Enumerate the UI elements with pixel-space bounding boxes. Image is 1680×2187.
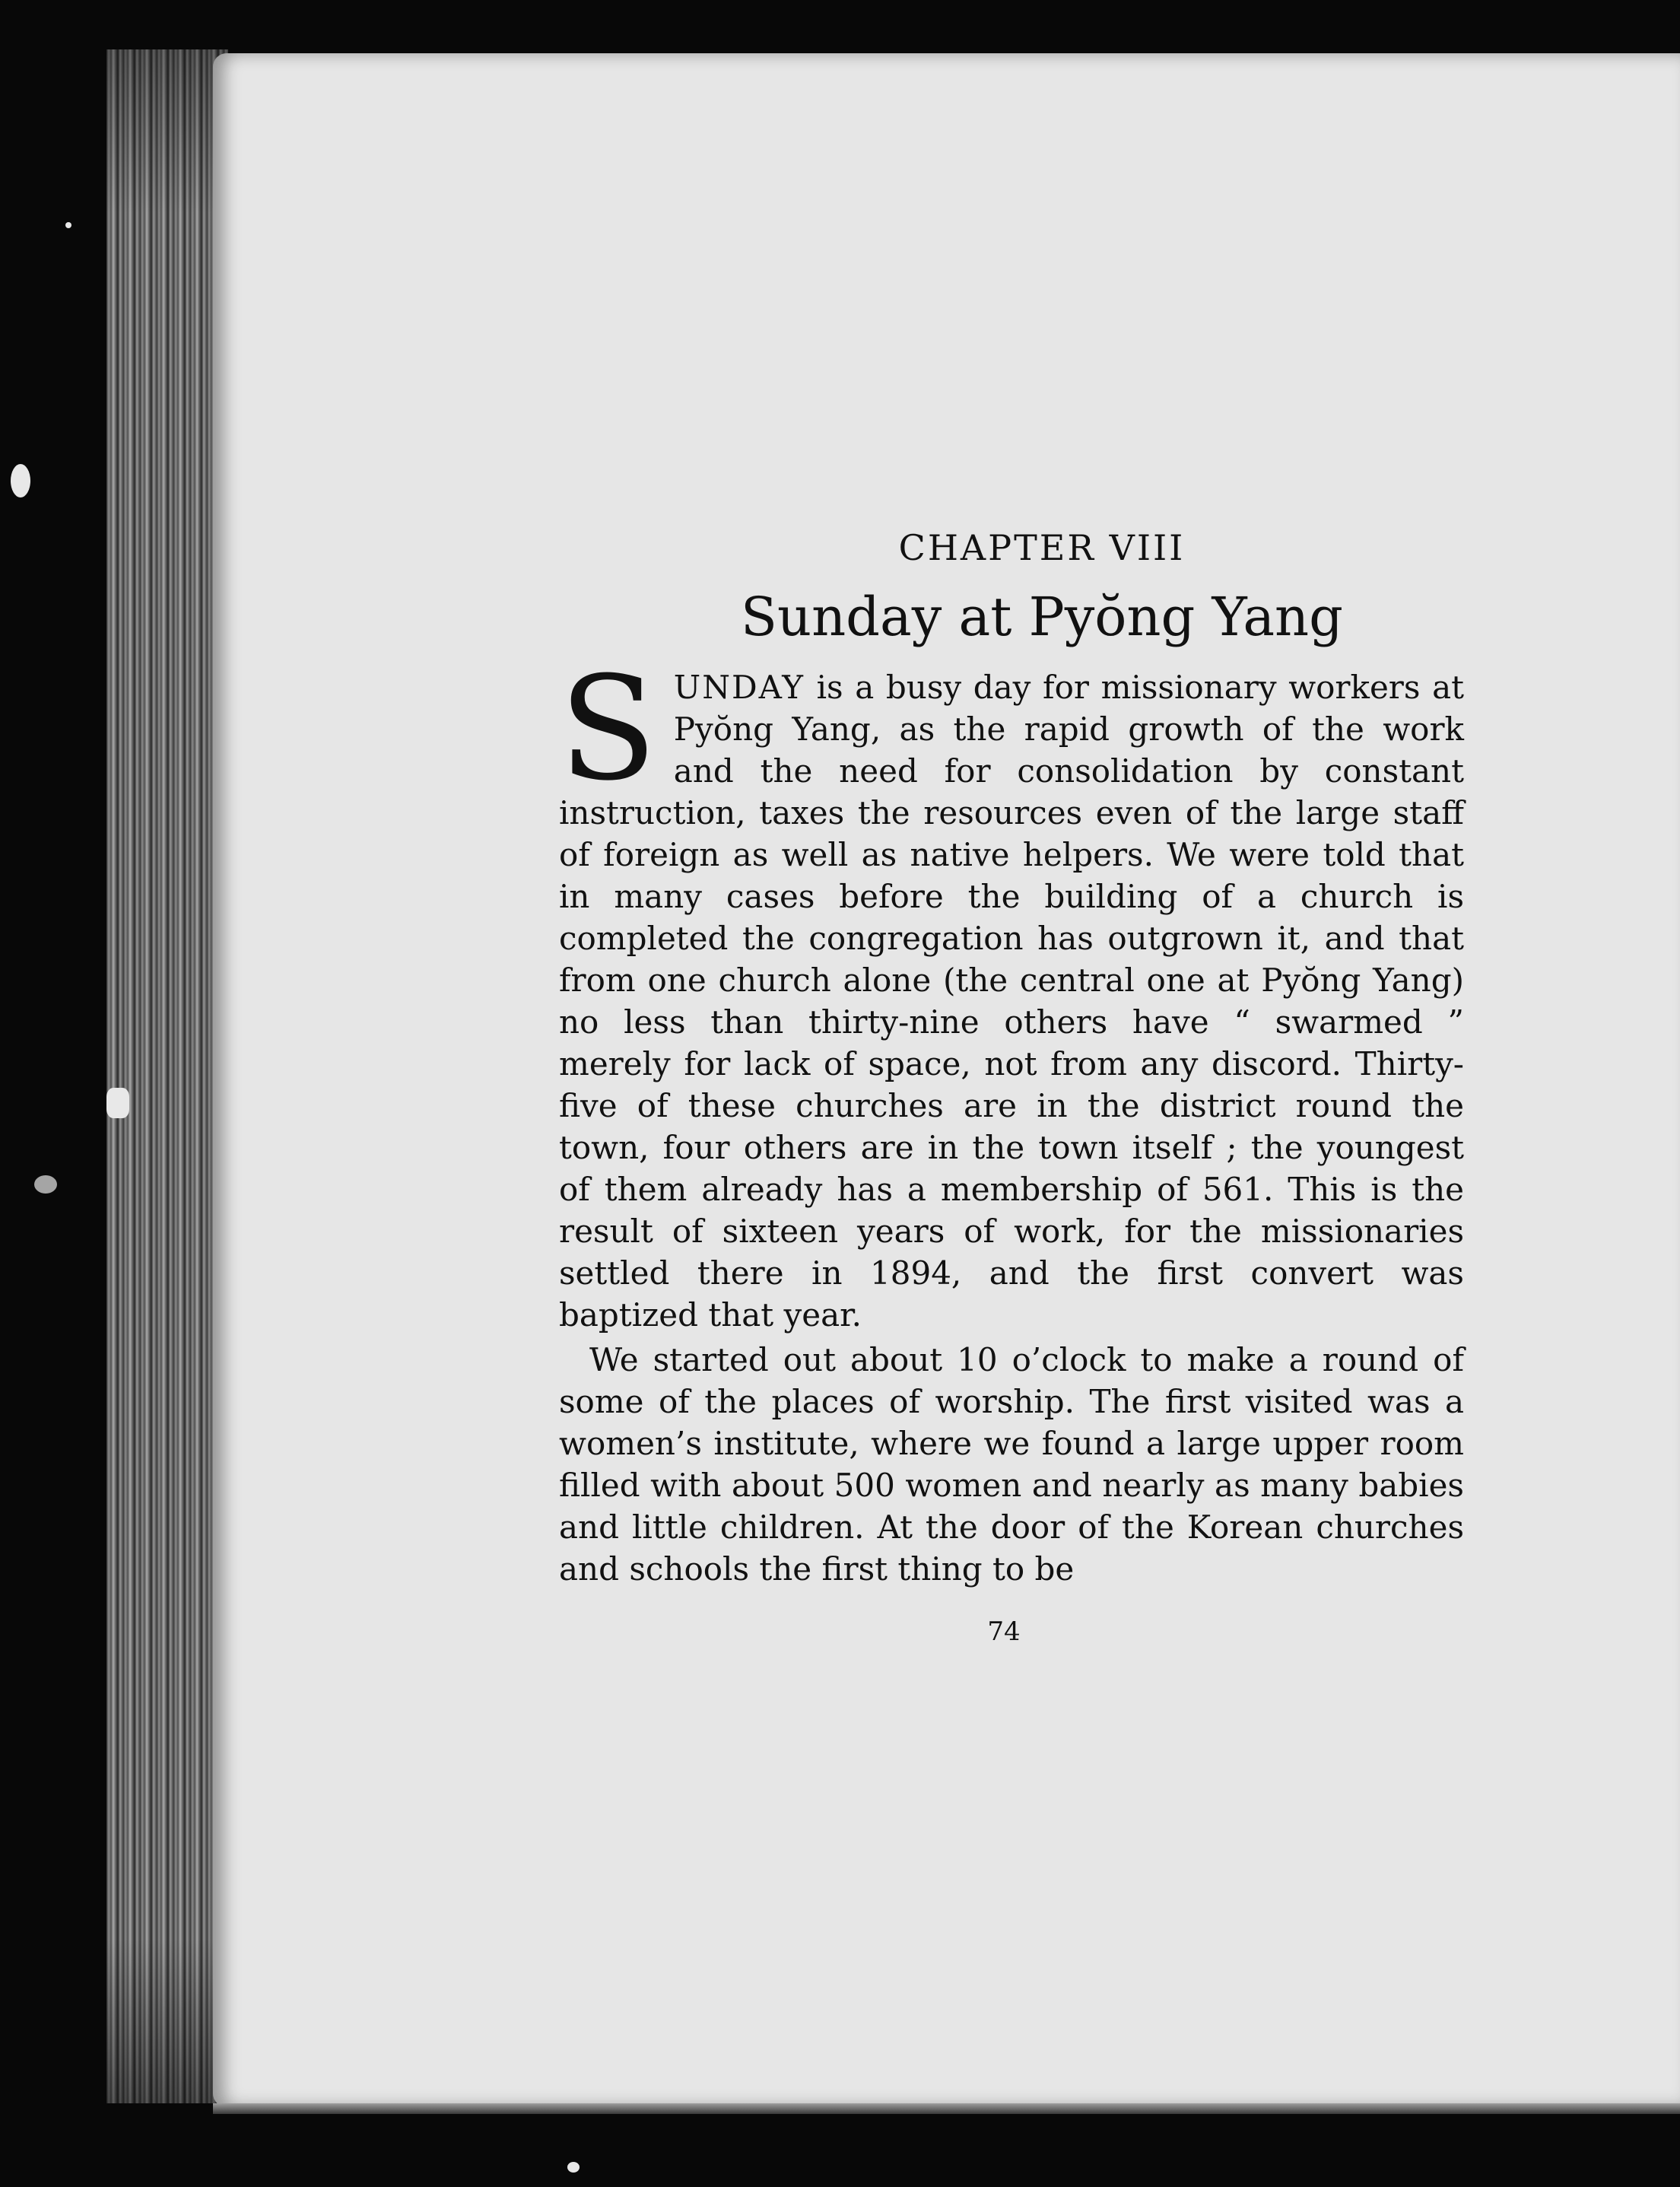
- chapter-label: CHAPTER VIII: [898, 527, 1186, 568]
- scan-speck: [567, 2162, 580, 2173]
- lead-word: UNDAY: [673, 669, 805, 706]
- text-block: [559, 525, 1464, 1590]
- page-number: 74: [987, 1616, 1021, 1647]
- paragraph-1: [559, 646, 1464, 1336]
- drop-cap: S: [559, 646, 657, 812]
- scan-speck: [106, 1088, 129, 1118]
- scan-speck: [34, 1175, 57, 1194]
- book-fore-edge: [106, 49, 228, 2103]
- paragraph-2: We started out about 10 o’clock to make a round of some of the places of worship. The first visited was a women’s institute, where we found a large upper room filled with about 500 women and nearly as many babies and little children. At the door of the Korean churches and schools the first thing to be: [559, 1341, 1464, 1588]
- paragraph-1-text: is a busy day for missionary workers at Pyŏng Yang, as the rapid growth of the work and the need for consolidation by constant instruction, taxes the resources even of the large staff of foreign as well as native helpers. We were told that in many cases before the building of a church is completed the congregation has outgrown it, and that from one church alone (the central one at Pyŏng Yang) no less than thirty-nine others have “ swarmed ” merely for lack of space, not from any discord. Thirty-five of these churches are in the district round the town, four others are in the town itself ; the youngest of them already has a membership of 561. This is the result of sixteen years of work, for the missionaries settled there in 1894, and the first convert was baptized that year.: [559, 669, 1464, 1333]
- scan-speck: [65, 222, 71, 228]
- chapter-title: Sunday at Pyŏng Yang: [741, 586, 1343, 648]
- page-bottom-edge: [213, 2103, 1680, 2114]
- scan-speck: [11, 464, 30, 497]
